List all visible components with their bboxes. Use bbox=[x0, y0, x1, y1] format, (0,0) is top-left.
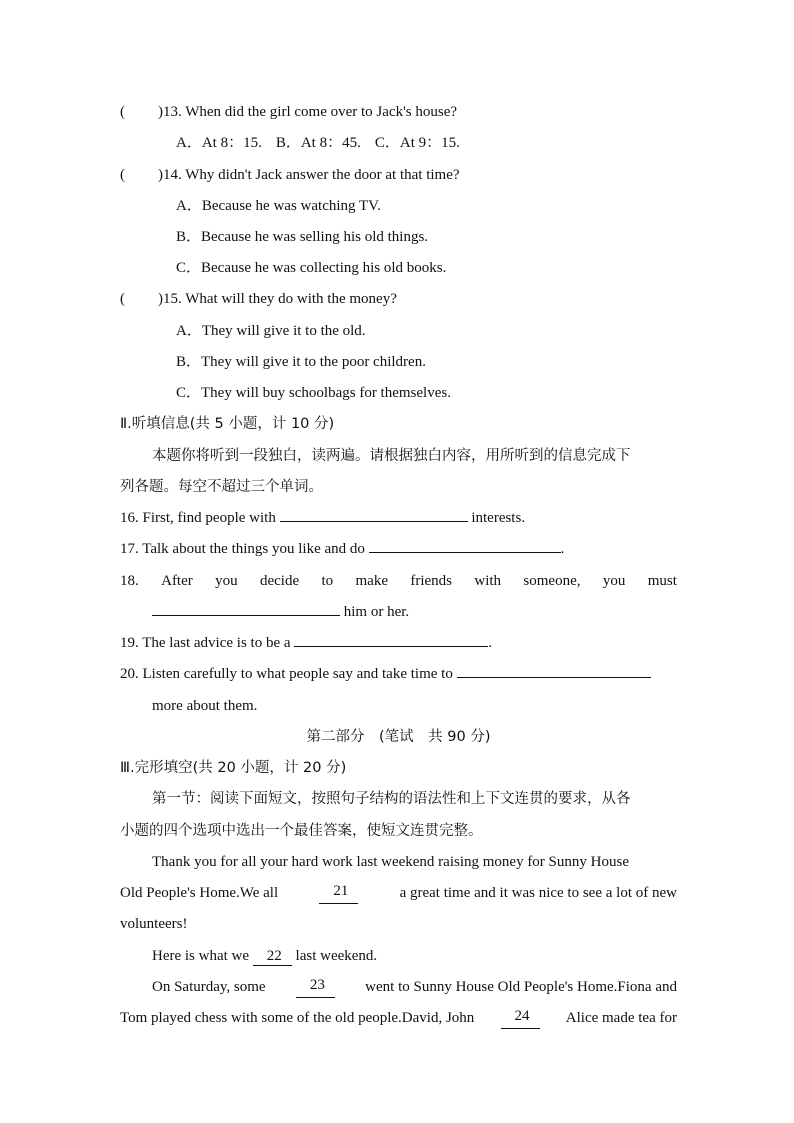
passage-paragraph-1: Thank you for all your hard work last weekend raising money for Sunny House bbox=[152, 854, 629, 870]
section-2-heading: Ⅱ.听填信息(共 5 小题，计 10 分) bbox=[120, 416, 335, 432]
section-3-instruction-cont: 小题的四个选项中选出一个最佳答案，使短文连贯完整。 bbox=[120, 823, 483, 839]
option-c[interactable]: C．Because he was collecting his old books. bbox=[176, 260, 447, 276]
passage-paragraph-1-line-2: Old People's Home.We all 21 a great time and it was nice to see a lot of new bbox=[120, 882, 677, 904]
question-text: 15. What will they do with the money? bbox=[163, 291, 397, 307]
question-text: 14. Why didn't Jack answer the door at that time? bbox=[163, 167, 460, 183]
question-13-options bbox=[176, 132, 677, 154]
answer-blank-19[interactable] bbox=[294, 632, 488, 647]
question-15: ( )15. What will they do with the money? bbox=[120, 288, 677, 310]
option-a[interactable]: A．At 8：15. bbox=[176, 135, 262, 151]
question-13: ( )13. When did the girl come over to Jack's house? bbox=[120, 101, 677, 123]
option-b[interactable]: B．At 8：45. bbox=[275, 135, 361, 151]
question-18-cont: him or her. bbox=[152, 601, 677, 623]
cloze-blank-23[interactable]: 23 bbox=[296, 976, 335, 998]
cloze-blank-22[interactable]: 22 bbox=[253, 947, 292, 966]
answer-bracket[interactable]: ( bbox=[120, 167, 125, 183]
part-2-title: 第二部分 (笔试 共 90 分) bbox=[306, 729, 491, 745]
cloze-blank-24[interactable]: 24 bbox=[501, 1007, 540, 1029]
answer-blank-16[interactable] bbox=[280, 507, 468, 522]
question-text: 13. When did the girl come over to Jack's house? bbox=[163, 104, 458, 120]
option-c[interactable]: C．At 9：15. bbox=[374, 135, 460, 151]
passage-paragraph-2: Here is what we 22 last weekend. bbox=[152, 948, 378, 964]
answer-bracket[interactable]: ( bbox=[120, 104, 125, 120]
question-19: 19. The last advice is to be a . bbox=[120, 632, 677, 654]
cloze-blank-21[interactable]: 21 bbox=[319, 882, 358, 904]
question-17: 17. Talk about the things you like and do . bbox=[120, 538, 677, 560]
option-a[interactable]: A．They will give it to the old. bbox=[176, 323, 366, 339]
section-2-instruction-cont: 列各题。每空不超过三个单词。 bbox=[120, 479, 323, 495]
passage-paragraph-1-line-3: volunteers! bbox=[120, 916, 188, 932]
option-b[interactable]: B．Because he was selling his old things. bbox=[176, 229, 429, 245]
answer-blank-17[interactable] bbox=[369, 538, 561, 553]
option-a[interactable]: A．Because he was watching TV. bbox=[176, 198, 381, 214]
section-3-instruction: 第一节：阅读下面短文，按照句子结构的语法性和上下文连贯的要求，从各 bbox=[152, 791, 631, 807]
passage-paragraph-3: On Saturday, some 23 went to Sunny House Old People's Home.Fiona and bbox=[152, 976, 677, 998]
option-c[interactable]: C．They will buy schoolbags for themselves. bbox=[176, 385, 451, 401]
answer-blank-20[interactable] bbox=[457, 663, 651, 678]
answer-blank-18[interactable] bbox=[152, 601, 340, 616]
question-18: 18. After you decide to make friends with someone, you must bbox=[120, 573, 677, 589]
option-b[interactable]: B．They will give it to the poor children. bbox=[176, 354, 426, 370]
section-3-heading: Ⅲ.完形填空(共 20 小题，计 20 分) bbox=[120, 760, 347, 776]
answer-bracket[interactable]: ( bbox=[120, 291, 125, 307]
question-20: 20. Listen carefully to what people say and take time to bbox=[120, 663, 677, 685]
passage-paragraph-3-line-2: Tom played chess with some of the old people.David, John 24 Alice made tea for bbox=[120, 1007, 677, 1029]
section-2-instruction: 本题你将听到一段独白，读两遍。请根据独白内容，用所听到的信息完成下 bbox=[152, 448, 631, 464]
question-16: 16. First, find people with interests. bbox=[120, 507, 677, 529]
question-14: ( )14. Why didn't Jack answer the door at that time? bbox=[120, 164, 677, 186]
question-20-cont: more about them. bbox=[152, 698, 258, 714]
